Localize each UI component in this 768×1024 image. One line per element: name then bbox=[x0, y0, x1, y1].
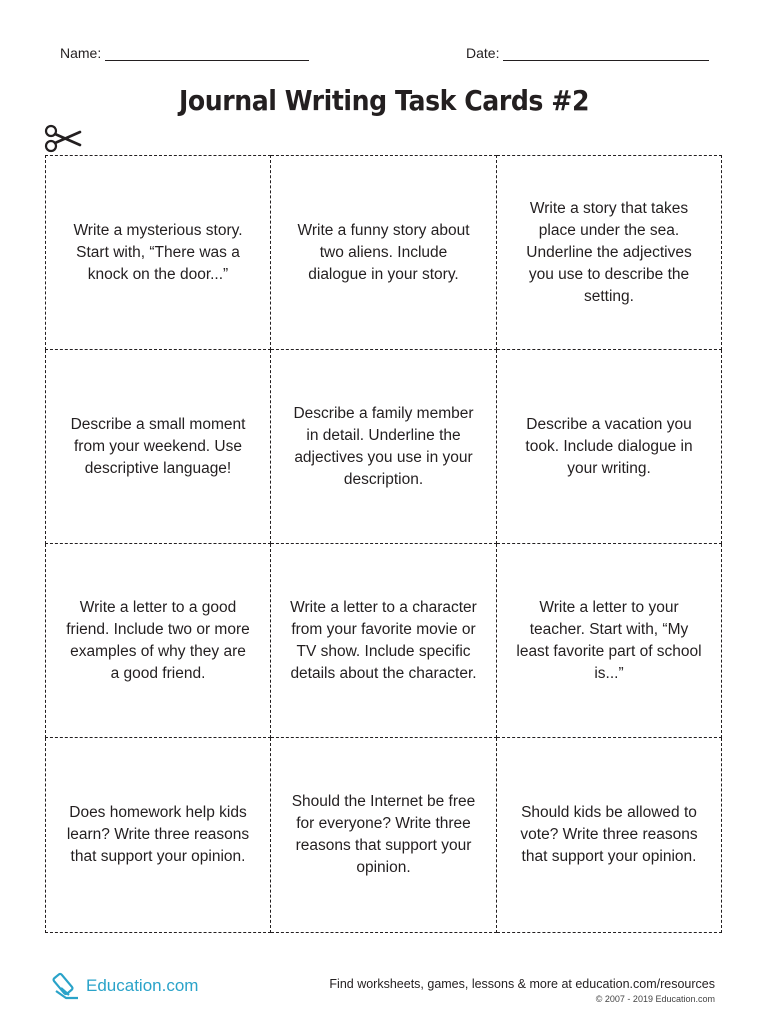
footer-tagline: Find worksheets, games, lessons & more at education.com/resources bbox=[329, 977, 715, 991]
date-field[interactable] bbox=[466, 44, 709, 61]
name-label: Name: bbox=[60, 45, 102, 61]
date-line[interactable] bbox=[503, 44, 709, 61]
footer bbox=[329, 977, 715, 1007]
task-card: Should kids be allowed to vote? Write three reasons that support your opinion. bbox=[497, 738, 722, 933]
footer-copyright: © 2007 - 2019 Education.com bbox=[595, 994, 715, 1004]
logo-text: Education.com bbox=[86, 976, 199, 995]
task-card: Describe a vacation you took. Include dialogue in your writing. bbox=[497, 350, 722, 544]
task-card: Write a letter to a character from your favorite movie or TV show. Include specific details about the character. bbox=[271, 544, 497, 738]
task-card: Describe a small moment from your weekend. Use descriptive language! bbox=[45, 350, 271, 544]
task-card: Write a letter to a good friend. Include two or more examples of why they are a good friend. bbox=[45, 544, 271, 738]
name-field[interactable] bbox=[60, 44, 309, 61]
task-card: Should the Internet be free for everyone? Write three reasons that support your opinion. bbox=[271, 738, 497, 933]
task-card: Describe a family member in detail. Underline the adjectives you use in your description. bbox=[271, 350, 497, 544]
task-card: Write a mysterious story. Start with, “There was a knock on the door...” bbox=[45, 155, 271, 350]
task-card: Write a funny story about two aliens. Include dialogue in your story. bbox=[271, 155, 497, 350]
task-card-grid bbox=[45, 155, 722, 933]
task-card: Write a story that takes place under the sea. Underline the adjectives you use to describe the setting. bbox=[497, 155, 722, 350]
date-label: Date: bbox=[466, 45, 500, 61]
page-title: Journal Writing Task Cards #2 bbox=[178, 84, 590, 117]
education-logo[interactable] bbox=[52, 971, 198, 1001]
education-logo-icon bbox=[52, 971, 82, 1001]
task-card: Write a letter to your teacher. Start with, “My least favorite part of school is...” bbox=[497, 544, 722, 738]
scissors-icon bbox=[44, 124, 84, 154]
task-card: Does homework help kids learn? Write three reasons that support your opinion. bbox=[45, 738, 271, 933]
name-line[interactable] bbox=[105, 44, 309, 61]
